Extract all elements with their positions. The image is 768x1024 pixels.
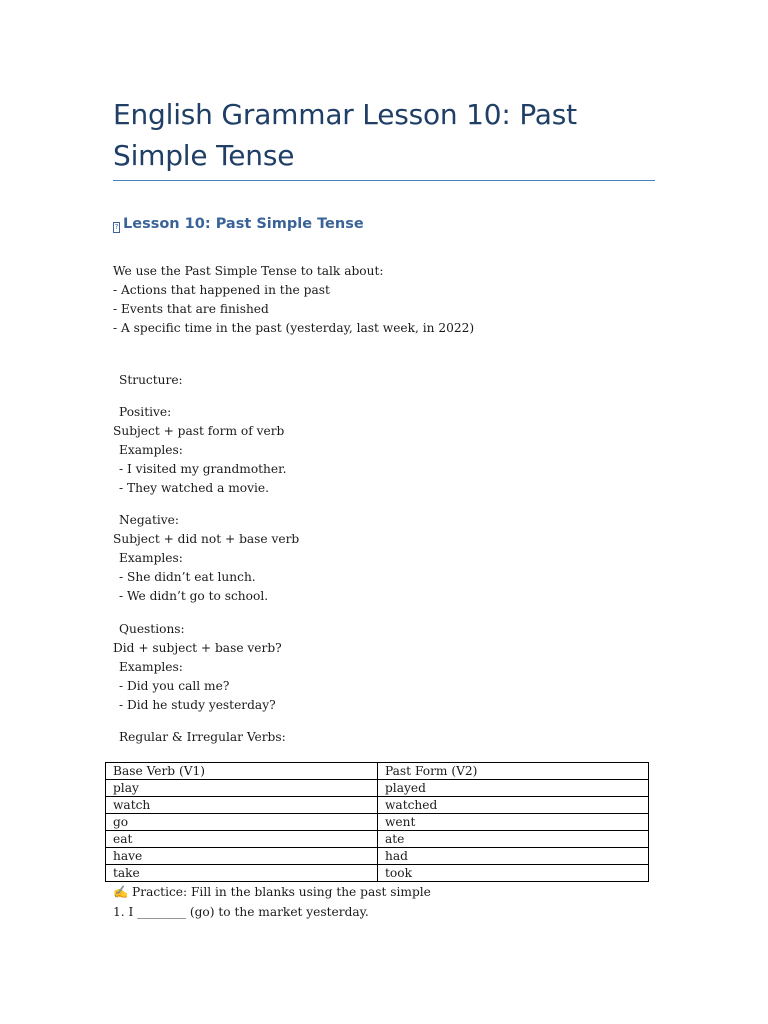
table-row bbox=[106, 848, 649, 865]
table-row bbox=[106, 797, 649, 814]
table-header-cell: Base Verb (V1) bbox=[106, 763, 378, 780]
table-row bbox=[106, 865, 649, 882]
document-title: English Grammar Lesson 10: Past Simple Tense bbox=[113, 98, 577, 172]
table-cell: go bbox=[106, 814, 378, 831]
table-cell: had bbox=[378, 848, 649, 865]
positive-label: Positive: bbox=[119, 405, 172, 419]
positive-example: - I visited my grandmother. bbox=[119, 462, 287, 476]
table-cell: eat bbox=[106, 831, 378, 848]
lesson-heading-text: Lesson 10: Past Simple Tense bbox=[123, 216, 364, 232]
structure-label: Structure: bbox=[119, 373, 183, 387]
table-cell: took bbox=[378, 865, 649, 882]
negative-examples-label: Examples: bbox=[119, 551, 183, 565]
table-cell: ate bbox=[378, 831, 649, 848]
positive-examples-label: Examples: bbox=[119, 443, 183, 457]
negative-example: - We didn’t go to school. bbox=[119, 589, 269, 603]
table-cell: went bbox=[378, 814, 649, 831]
title-underline-divider bbox=[113, 180, 655, 181]
table-row bbox=[106, 814, 649, 831]
questions-example: - Did he study yesterday? bbox=[119, 698, 276, 712]
questions-formula: Did + subject + base verb? bbox=[113, 641, 282, 655]
positive-example: - They watched a movie. bbox=[119, 481, 270, 495]
table-header-row bbox=[106, 763, 649, 780]
practice-heading: ✍ Practice: Fill in the blanks using the past simple bbox=[113, 885, 431, 899]
intro-point: - Events that are finished bbox=[113, 302, 269, 316]
practice-item: 1. I ________ (go) to the market yesterday. bbox=[113, 905, 369, 919]
questions-example: - Did you call me? bbox=[119, 679, 230, 693]
table-cell: watch bbox=[106, 797, 378, 814]
table-cell: watched bbox=[378, 797, 649, 814]
lesson-heading bbox=[113, 213, 364, 235]
intro-lead: We use the Past Simple Tense to talk about: bbox=[113, 264, 384, 278]
intro-point: - A specific time in the past (yesterday, last week, in 2022) bbox=[113, 321, 475, 335]
table-cell: play bbox=[106, 780, 378, 797]
table-cell: take bbox=[106, 865, 378, 882]
questions-label: Questions: bbox=[119, 622, 185, 636]
negative-example: - She didn’t eat lunch. bbox=[119, 570, 256, 584]
positive-formula: Subject + past form of verb bbox=[113, 424, 285, 438]
questions-examples-label: Examples: bbox=[119, 660, 183, 674]
table-cell: have bbox=[106, 848, 378, 865]
missing-glyph-icon: ? bbox=[114, 223, 119, 231]
table-row bbox=[106, 831, 649, 848]
negative-label: Negative: bbox=[119, 513, 179, 527]
verbs-table bbox=[105, 762, 649, 882]
table-cell: played bbox=[378, 780, 649, 797]
verbs-label: Regular & Irregular Verbs: bbox=[119, 730, 286, 744]
intro-point: - Actions that happened in the past bbox=[113, 283, 330, 297]
negative-formula: Subject + did not + base verb bbox=[113, 532, 300, 546]
table-row bbox=[106, 780, 649, 797]
table-header-cell: Past Form (V2) bbox=[378, 763, 649, 780]
